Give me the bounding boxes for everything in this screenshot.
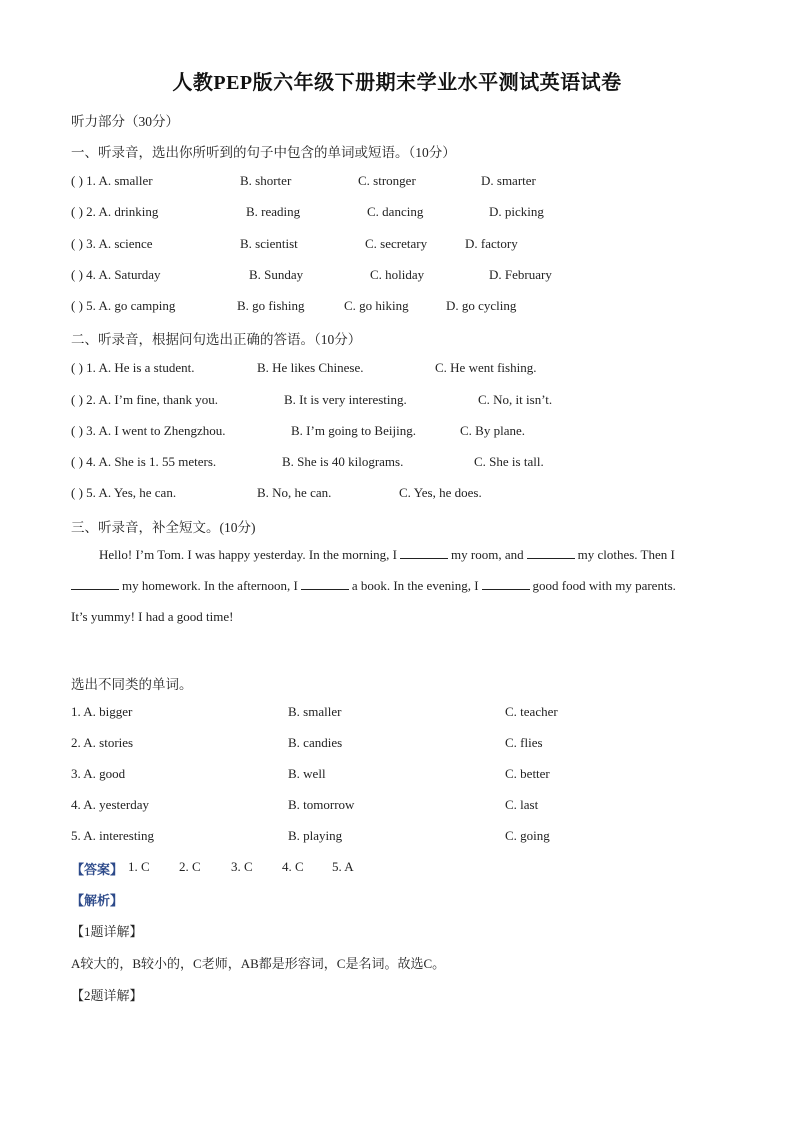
answer-blank[interactable] — [71, 579, 119, 590]
item-c: C. dancing — [367, 204, 424, 219]
item-c: C. go hiking — [344, 298, 409, 313]
answer-label: 【答案】 — [71, 862, 124, 877]
item-d: D. factory — [465, 236, 518, 251]
item-c: C. teacher — [505, 704, 558, 719]
item-c: C. She is tall. — [474, 454, 544, 469]
item-d: D. picking — [489, 204, 544, 219]
detail1-label: 【1题详解】 — [71, 924, 143, 939]
passage-text: good food with my parents. — [532, 578, 676, 593]
passage-text: Hello! I’m Tom. I was happy yesterday. In the morning, I — [99, 547, 398, 562]
answer-value: 4. C — [282, 859, 304, 874]
item-b: B. scientist — [240, 236, 298, 251]
listening-header: 听力部分（30分） — [71, 114, 179, 129]
item-c: C. holiday — [370, 267, 425, 282]
item-b: B. He likes Chinese. — [257, 360, 364, 375]
item-a: ( ) 4. A. She is 1. 55 meters. — [71, 454, 217, 469]
answer-blank[interactable] — [527, 548, 575, 559]
item-b: B. reading — [246, 204, 301, 219]
section3-heading: 三、听录音，补全短文。(10分) — [71, 520, 256, 535]
item-d: D. go cycling — [446, 298, 517, 313]
item-a: 4. A. yesterday — [71, 797, 149, 812]
passage-text: my clothes. Then I — [577, 547, 675, 562]
passage-text: It’s yummy! I had a good time! — [71, 609, 234, 624]
item-b: B. playing — [288, 828, 343, 843]
item-c: C. last — [505, 797, 539, 812]
section1-heading: 一、听录音，选出你所听到的句子中包含的单词或短语。（10分） — [71, 145, 456, 160]
item-c: C. secretary — [365, 236, 428, 251]
item-c: C. flies — [505, 735, 543, 750]
item-b: B. smaller — [288, 704, 342, 719]
answer-value: 1. C — [128, 859, 150, 874]
item-c: C. No, it isn’t. — [478, 392, 553, 407]
item-b: B. shorter — [240, 173, 292, 188]
item-b: B. No, he can. — [257, 485, 332, 500]
section2-heading: 二、听录音，根据问句选出正确的答语。（10分） — [71, 332, 362, 347]
item-a: ( ) 1. A. smaller — [71, 173, 153, 188]
item-b: B. tomorrow — [288, 797, 355, 812]
item-c: C. going — [505, 828, 550, 843]
item-a: 2. A. stories — [71, 735, 134, 750]
item-c: C. By plane. — [460, 423, 525, 438]
item-a: ( ) 2. A. drinking — [71, 204, 159, 219]
analysis-label: 【解析】 — [71, 893, 124, 908]
item-b: B. well — [288, 766, 326, 781]
detail1-text: A较大的，B较小的，C老师，AB都是形容词，C是名词。故选C。 — [71, 956, 446, 971]
answer-blank[interactable] — [482, 579, 530, 590]
item-a: ( ) 5. A. Yes, he can. — [71, 485, 177, 500]
detail2-label: 【2题详解】 — [71, 988, 143, 1003]
passage-text: a book. In the evening, I — [351, 578, 479, 593]
item-b: B. go fishing — [237, 298, 305, 313]
item-d: D. smarter — [481, 173, 536, 188]
item-a: ( ) 2. A. I’m fine, thank you. — [71, 392, 218, 407]
exam-title: 人教PEP版六年级下册期末学业水平测试英语试卷 — [172, 72, 622, 94]
item-a: ( ) 4. A. Saturday — [71, 267, 161, 282]
item-a: ( ) 3. A. science — [71, 236, 153, 251]
item-c: C. better — [505, 766, 550, 781]
item-a: ( ) 5. A. go camping — [71, 298, 176, 313]
cloze-passage — [71, 539, 721, 632]
item-a: ( ) 1. A. He is a student. — [71, 360, 195, 375]
item-b: B. I’m going to Beijing. — [291, 423, 416, 438]
item-b: B. candies — [288, 735, 343, 750]
answer-value: 3. C — [231, 859, 253, 874]
item-a: 5. A. interesting — [71, 828, 155, 843]
item-b: B. Sunday — [249, 267, 304, 282]
passage-text: my room, and — [451, 547, 524, 562]
answer-value: 5. A — [332, 859, 354, 874]
answer-value: 2. C — [179, 859, 201, 874]
section4-heading: 选出不同类的单词。 — [71, 677, 193, 692]
item-c: C. He went fishing. — [435, 360, 537, 375]
item-d: D. February — [489, 267, 552, 282]
item-c: C. Yes, he does. — [399, 485, 482, 500]
item-a: 1. A. bigger — [71, 704, 133, 719]
item-b: B. She is 40 kilograms. — [282, 454, 404, 469]
item-a: ( ) 3. A. I went to Zhengzhou. — [71, 423, 226, 438]
answer-blank[interactable] — [301, 579, 349, 590]
item-a: 3. A. good — [71, 766, 126, 781]
item-b: B. It is very interesting. — [284, 392, 407, 407]
passage-text: my homework. In the afternoon, I — [122, 578, 298, 593]
item-c: C. stronger — [358, 173, 416, 188]
answer-blank[interactable] — [400, 548, 448, 559]
